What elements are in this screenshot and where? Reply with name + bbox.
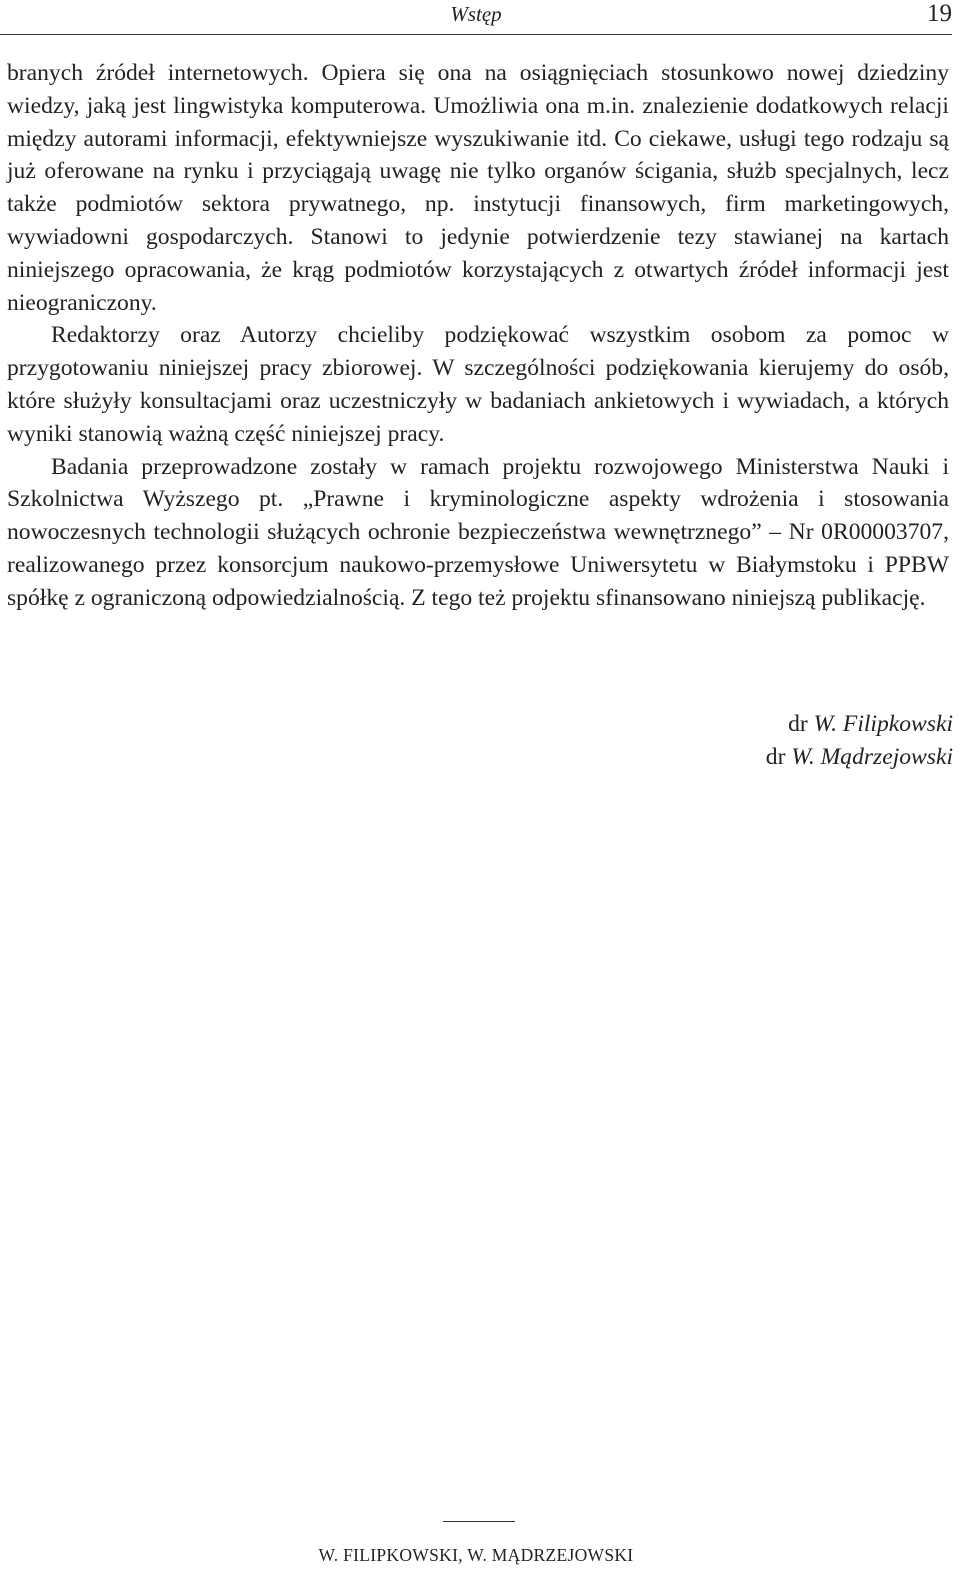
running-header [0, 0, 952, 35]
signature-line [766, 741, 953, 774]
footer-authors: W. FILIPKOWSKI, W. MĄDRZEJOWSKI [318, 1545, 634, 1565]
signature-title: dr [788, 711, 808, 737]
running-title: Wstęp [450, 2, 502, 26]
signature-name: W. Filipkowski [813, 711, 953, 737]
signatures [766, 708, 953, 774]
signature-line [766, 708, 953, 741]
paragraph-acknowledgements: Redaktorzy oraz Autorzy chcieliby podziękować wszystkim osobom za pomoc w przygotowaniu niniejszej pracy zbiorowej. W szczególności podziękowania kierujemy do osób, które służyły konsultacjami oraz uczestniczyły w badaniach ankietowych i wywiadach, a których wyniki stanowią ważną część niniejszej pracy. [7, 322, 949, 447]
body-text [7, 57, 949, 615]
signature-title: dr [765, 743, 786, 770]
signature-name: W. Mądrzejowski [791, 743, 953, 770]
page-number: 19 [927, 0, 952, 27]
footer-divider [443, 1521, 515, 1522]
paragraph-continuation: branych źródeł internetowych. Opiera się ona na osiągnięciach stosunkowo nowej dziedziny wiedzy, jaką jest lingwistyka komputerowa. Umożliwia ona m.in. znalezienie dodatkowych relacji między autorami informacji, efektywniejsze wyszukiwanie itd. Co ciekawe, usługi tego rodzaju są już oferowane na rynku i przyciągają uwagę nie tylko organów ścigania, służb specjalnych, lecz także podmiotów sektora prywatnego, np. instytucji finansowych, firm marketingowych, wywiadowni gospodarczych. Stanowi to jedynie potwierdzenie tezy stawianej na kartach niniejszego opracowania, że krąg podmiotów korzystających z otwartych źródeł informacji jest nieograniczony. [7, 60, 949, 316]
paragraph-funding: Badania przeprowadzone zostały w ramach projektu rozwojowego Ministerstwa Nauki i Szkolnictwa Wyższego pt. „Prawne i kryminologiczne aspekty wdrożenia i stosowania nowoczesnych technologii służących ochronie bezpieczeństwa wewnętrznego” – Nr 0R00003707, realizowanego przez konsorcjum naukowo-przemysłowe Uniwersytetu w Białymstoku i PPBW spółkę z ograniczoną odpowiedzialnością. Z tego też projektu sfinansowano niniejszą publikację. [7, 453, 949, 611]
